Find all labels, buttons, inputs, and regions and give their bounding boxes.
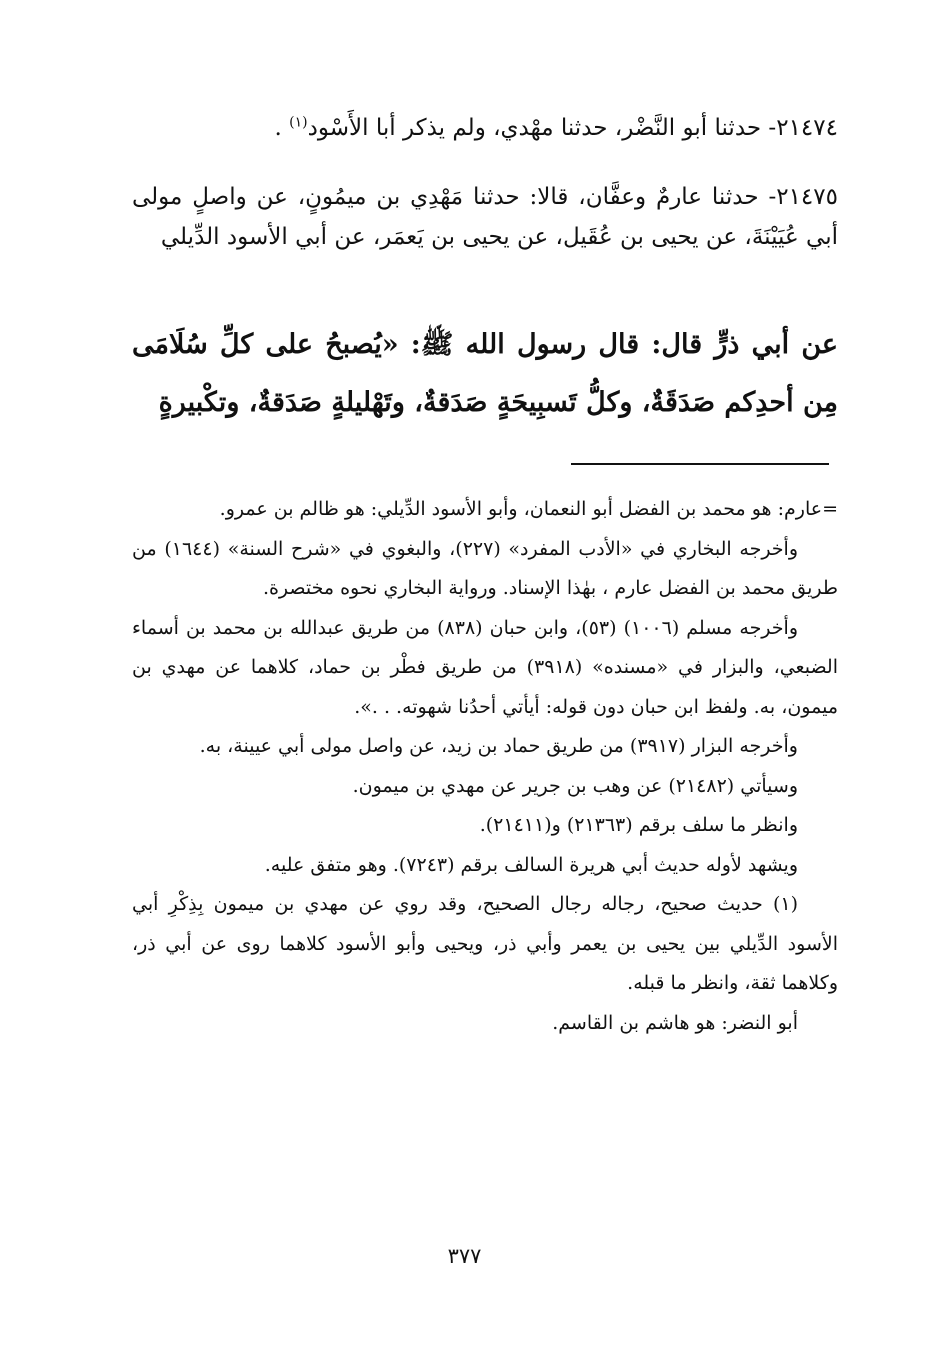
- footnote-separator: [571, 463, 829, 465]
- footnote-paragraph: وأخرجه البخاري في «الأدب المفرد» (٢٢٧)، والبغوي في «شرح السنة» (١٦٤٤) من طريق محمد بن الفضل عارم ، بهٰذا الإسناد. ورواية البخاري نحوه مختصرة.: [132, 537, 838, 599]
- footnote-paragraph: =عارم: هو محمد بن الفضل أبو النعمان، وأبو الأسود الدِّيلي: هو ظالم بن عمرو.: [219, 498, 838, 520]
- end-mark: .: [274, 115, 282, 141]
- footnote-paragraph: وأخرجه مسلم (١٠٠٦) (٥٣)، وابن حبان (٨٣٨) من طريق عبدالله بن محمد بن أسماء الضبعي، والبزار في «مسنده» (٣٩١٨) من طريق فطْر بن حماد، كلاهما عن مهدي بن ميمون، به. ولفظ ابن حبان دون قوله: أيأتي أحدُنا شهوته. . .».: [132, 616, 839, 718]
- footnote-paragraph: ويشهد لأوله حديث أبي هريرة السالف برقم (٧٢٤٣). وهو متفق عليه.: [264, 853, 798, 876]
- hadith-text: حدثنا عارمٌ وعفَّان، قالا: حدثنا مَهْدِي بن ميمُونٍ، عن واصلٍ مولى أبي عُيَيْنَةَ، عن يحيى بن عُقَيل، عن يحيى بن يَعمَر، عن أبي الأسود الدِّيلي: [132, 184, 838, 250]
- footnote-paragraph: أبو النضر: هو هاشم بن القاسم.: [552, 1011, 798, 1034]
- footnote-paragraph: وأخرجه البزار (٣٩١٧) من طريق حماد بن زيد، عن واصل مولى أبي عيينة، به.: [199, 735, 798, 757]
- footnote-paragraph: وانظر ما سلف برقم (٢١٣٦٣) و(٢١٤١١).: [479, 814, 798, 836]
- footnote-paragraph: وسيأتي (٢١٤٨٢) عن وهب بن جرير عن مهدي بن ميمون.: [352, 774, 798, 797]
- footnote-ref: (١): [289, 114, 308, 131]
- footnotes: [132, 490, 838, 1043]
- hadith-text: حدثنا أبو النَّضْر، حدثنا مهْدي، ولم يذكر أبا الأَسْود: [307, 115, 762, 141]
- hadith-matn: عن أبي ذرٍّ قال: قال رسول الله ﷺ: «يُصبحُ على كلِّ سُلَامَى مِن أحدِكم صَدَقَةٌ، وكلُّ تَسبِيحَةٍ صَدَقةٌ، وتَهْليلةٍ صَدَقةٌ، وتكْبيرةٍ: [132, 329, 838, 418]
- page-number: ٣٧٧: [447, 1244, 482, 1268]
- hadith-number: ٢١٤٧٤: [776, 115, 838, 141]
- footnote-paragraph: (١) حديث صحيح، رجاله رجال الصحيح، وقد روي عن مهدي بن ميمون بِذِكْرِ أبي الأسود الدِّيلي بين يحيى بن يعمر وأبي ذر، ويحيى وأبو الأسود كلاهما روى عن أبي ذر، وكلاهما ثقة، وانظر ما قبله.: [132, 893, 838, 994]
- hadith-21475: ٢١٤٧٥- حدثنا عارمٌ وعفَّان، قالا: حدثنا مَهْدِي بن ميمُونٍ، عن واصلٍ مولى أبي عُيَيْنَةَ، عن يحيى بن عُقَيل، عن يحيى بن يَعمَر، عن أبي الأسود الدِّيلي: [132, 184, 838, 250]
- hadith-number: ٢١٤٧٥: [776, 184, 838, 210]
- hadith-21474: ٢١٤٧٤- حدثنا أبو النَّضْر، حدثنا مهْدي، ولم يذكر أبا الأَسْود$^{(١)}$ .: [274, 114, 838, 141]
